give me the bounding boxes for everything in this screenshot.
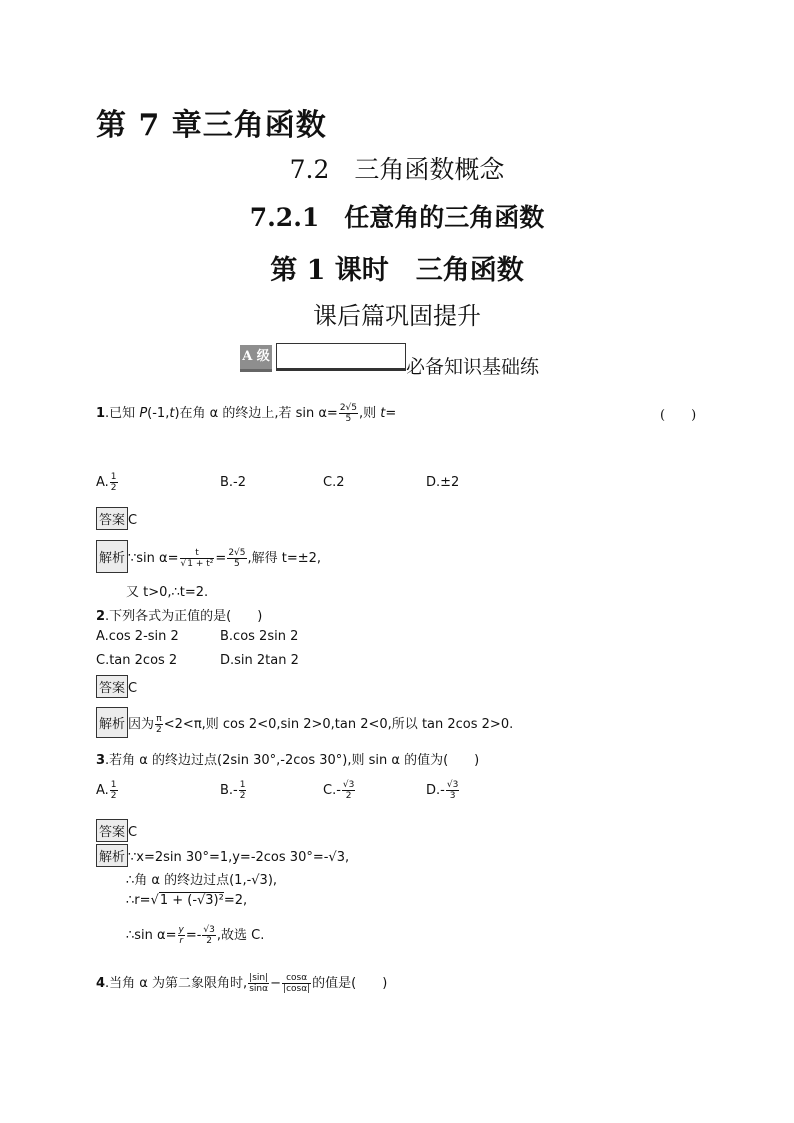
q1-a1-frac [180, 548, 215, 569]
q3-answer [96, 819, 137, 842]
q3-a4-post: ,故选 C. [216, 928, 265, 943]
q1-text-d: = [385, 406, 397, 421]
q4-stem [96, 972, 387, 994]
q1-a1-num2: 2√5 [228, 548, 246, 558]
q1-analysis-line2: 又 t>0,∴t=2. [126, 585, 209, 600]
q2-answer-value: C [128, 681, 138, 696]
q4-number: 4 [96, 976, 106, 991]
q1-fraction [339, 403, 358, 424]
q4-minus: − [270, 976, 282, 991]
part-title: 课后篇巩固提升 [313, 302, 481, 330]
q4-text-b: 的值是( ) [312, 976, 388, 991]
q1-a1-num: t [180, 548, 215, 559]
q3-opt-d-label: D.- [426, 783, 445, 798]
q1-frac-num: 2√5 [339, 403, 358, 413]
q3-analysis-line3: ∴r=√1 + (-√3)²=2, [126, 893, 248, 908]
q4-f1-den: sinα [249, 984, 269, 994]
q2-stem [96, 605, 262, 624]
q1-option-c: C.2 [323, 475, 345, 490]
q1-a1-post: ,解得 t=±2, [247, 551, 322, 566]
q3-opt-a-den: 2 [110, 791, 117, 801]
q1-answer-blank: ( ) [660, 408, 697, 423]
q3-a4-num: y [178, 925, 184, 935]
q1-opt-a-num: 1 [110, 472, 117, 482]
q3-opt-c-frac [342, 780, 355, 801]
q3-a3-pre: ∴r= [126, 893, 151, 908]
q1-number: 1 [96, 406, 106, 421]
level-title: 必备知识基础练 [406, 356, 540, 378]
q2-a-post: <2<π,则 cos 2<0,sin 2>0,tan 2<0,所以 tan 2cos 2>0. [163, 717, 514, 732]
answer-tag: 答案 [96, 675, 128, 698]
q3-analysis-line2: ∴角 α 的终边过点(1,-√3), [126, 873, 278, 888]
q1-a1-den-root: 1 + t² [187, 559, 214, 569]
q3-analysis-line4 [126, 924, 264, 946]
q4-frac1 [248, 973, 269, 994]
q3-opt-c-label: C.- [323, 783, 341, 798]
q3-stem [96, 749, 479, 768]
q1-option-a [96, 472, 119, 493]
analysis-tag: 解析 [96, 540, 128, 573]
q3-a4-frac [178, 925, 185, 946]
q2-option-d: D.sin 2tan 2 [220, 653, 299, 668]
q3-opt-b-frac [239, 780, 247, 801]
q3-opt-a-label: A. [96, 783, 109, 798]
q1-option-b: B.-2 [220, 475, 247, 490]
q2-a-num: π [156, 714, 162, 724]
q3-option-b [220, 780, 247, 801]
analysis-tag: 解析 [96, 844, 128, 867]
q3-a4-frac2 [202, 925, 215, 946]
q3-option-a [96, 780, 119, 801]
chapter-title: 第 7 章三角函数 [96, 108, 327, 143]
q2-number: 2 [96, 609, 106, 624]
answer-tag: 答案 [96, 507, 128, 530]
q3-opt-c-num: √3 [342, 780, 355, 790]
q2-analysis [96, 707, 513, 738]
q3-number: 3 [96, 753, 106, 768]
q3-a1: ∵x=2sin 30°=1,y=-2cos 30°=-√3, [128, 850, 350, 865]
q1-a1-pre: ∵sin α= [128, 551, 179, 566]
lesson-title: 第 1 课时 三角函数 [270, 255, 524, 286]
q3-a4-den2: 2 [206, 936, 213, 946]
q1-text-b: )在角 α 的终边上,若 sin α= [174, 406, 338, 421]
q1-opt-a-label: A. [96, 475, 109, 490]
q3-opt-c-den: 2 [345, 791, 352, 801]
q1-text-a: .已知 [105, 406, 140, 421]
q1-option-d: D.±2 [426, 475, 460, 490]
q4-f2-den: |cosα| [283, 984, 311, 994]
q1-frac-den: 5 [345, 414, 352, 424]
q3-a3-root: 1 + (-√3)² [159, 893, 224, 908]
q4-f1-num: |sin| [249, 973, 269, 983]
q3-a4-den: r [179, 936, 184, 946]
q3-opt-d-frac [446, 780, 459, 801]
analysis-tag: 解析 [96, 707, 128, 738]
q3-a4-mid: =- [185, 928, 202, 943]
q1-a1-den2: 5 [234, 559, 240, 569]
q4-text-a: .当角 α 为第二象限角时, [105, 976, 248, 991]
q3-a4-num2: √3 [203, 925, 215, 935]
q1-analysis-line1 [96, 540, 321, 573]
q3-analysis-line1 [96, 844, 349, 867]
answer-tag: 答案 [96, 819, 128, 842]
q4-frac2 [282, 973, 311, 994]
q2-text: .下列各式为正值的是( ) [105, 609, 263, 624]
q1-var-t2: t [380, 406, 386, 421]
q3-opt-a-frac [110, 780, 118, 801]
q2-a-pre: 因为 [128, 717, 155, 732]
q3-opt-d-den: 3 [449, 791, 456, 801]
q3-opt-b-num: 1 [239, 780, 246, 790]
q1-answer [96, 507, 137, 530]
q1-answer-value: C [128, 513, 138, 528]
q4-f2-num: cosα [282, 973, 311, 984]
level-box [276, 343, 406, 371]
q2-a-den: 2 [156, 725, 162, 735]
q1-opt-a-den: 2 [110, 483, 117, 493]
q2-option-b: B.cos 2sin 2 [220, 629, 299, 644]
q3-a3-post: =2, [223, 893, 248, 908]
q1-a1-den: √1 + t² [180, 559, 214, 569]
q1-point: P [139, 406, 148, 421]
q1-opt-a-frac [110, 472, 118, 493]
q3-opt-d-num: √3 [446, 780, 459, 790]
q2-option-a: A.cos 2-sin 2 [96, 629, 179, 644]
q1-var-t: t [169, 406, 175, 421]
q3-answer-value: C [128, 825, 138, 840]
q2-answer [96, 675, 137, 698]
q2-a-frac [155, 714, 163, 735]
q3-option-d [426, 780, 460, 801]
q1-stem [96, 402, 396, 424]
q3-opt-b-label: B.- [220, 783, 238, 798]
q1-a1-frac2 [227, 548, 246, 569]
q3-opt-a-num: 1 [110, 780, 117, 790]
q3-a4-pre: ∴sin α= [126, 928, 177, 943]
q3-option-c [323, 780, 356, 801]
q1-coords: (-1, [147, 406, 170, 421]
q1-a1-eq: = [215, 551, 227, 566]
q1-text-c: ,则 [359, 406, 381, 421]
section-title: 7.2 三角函数概念 [289, 155, 505, 184]
q3-text: .若角 α 的终边过点(2sin 30°,-2cos 30°),则 sin α 的值为( ) [105, 753, 480, 768]
level-badge: A 级 [240, 345, 272, 372]
q3-opt-b-den: 2 [239, 791, 246, 801]
q2-option-c: C.tan 2cos 2 [96, 653, 178, 668]
subsection-title: 7.2.1 任意角的三角函数 [249, 203, 545, 232]
